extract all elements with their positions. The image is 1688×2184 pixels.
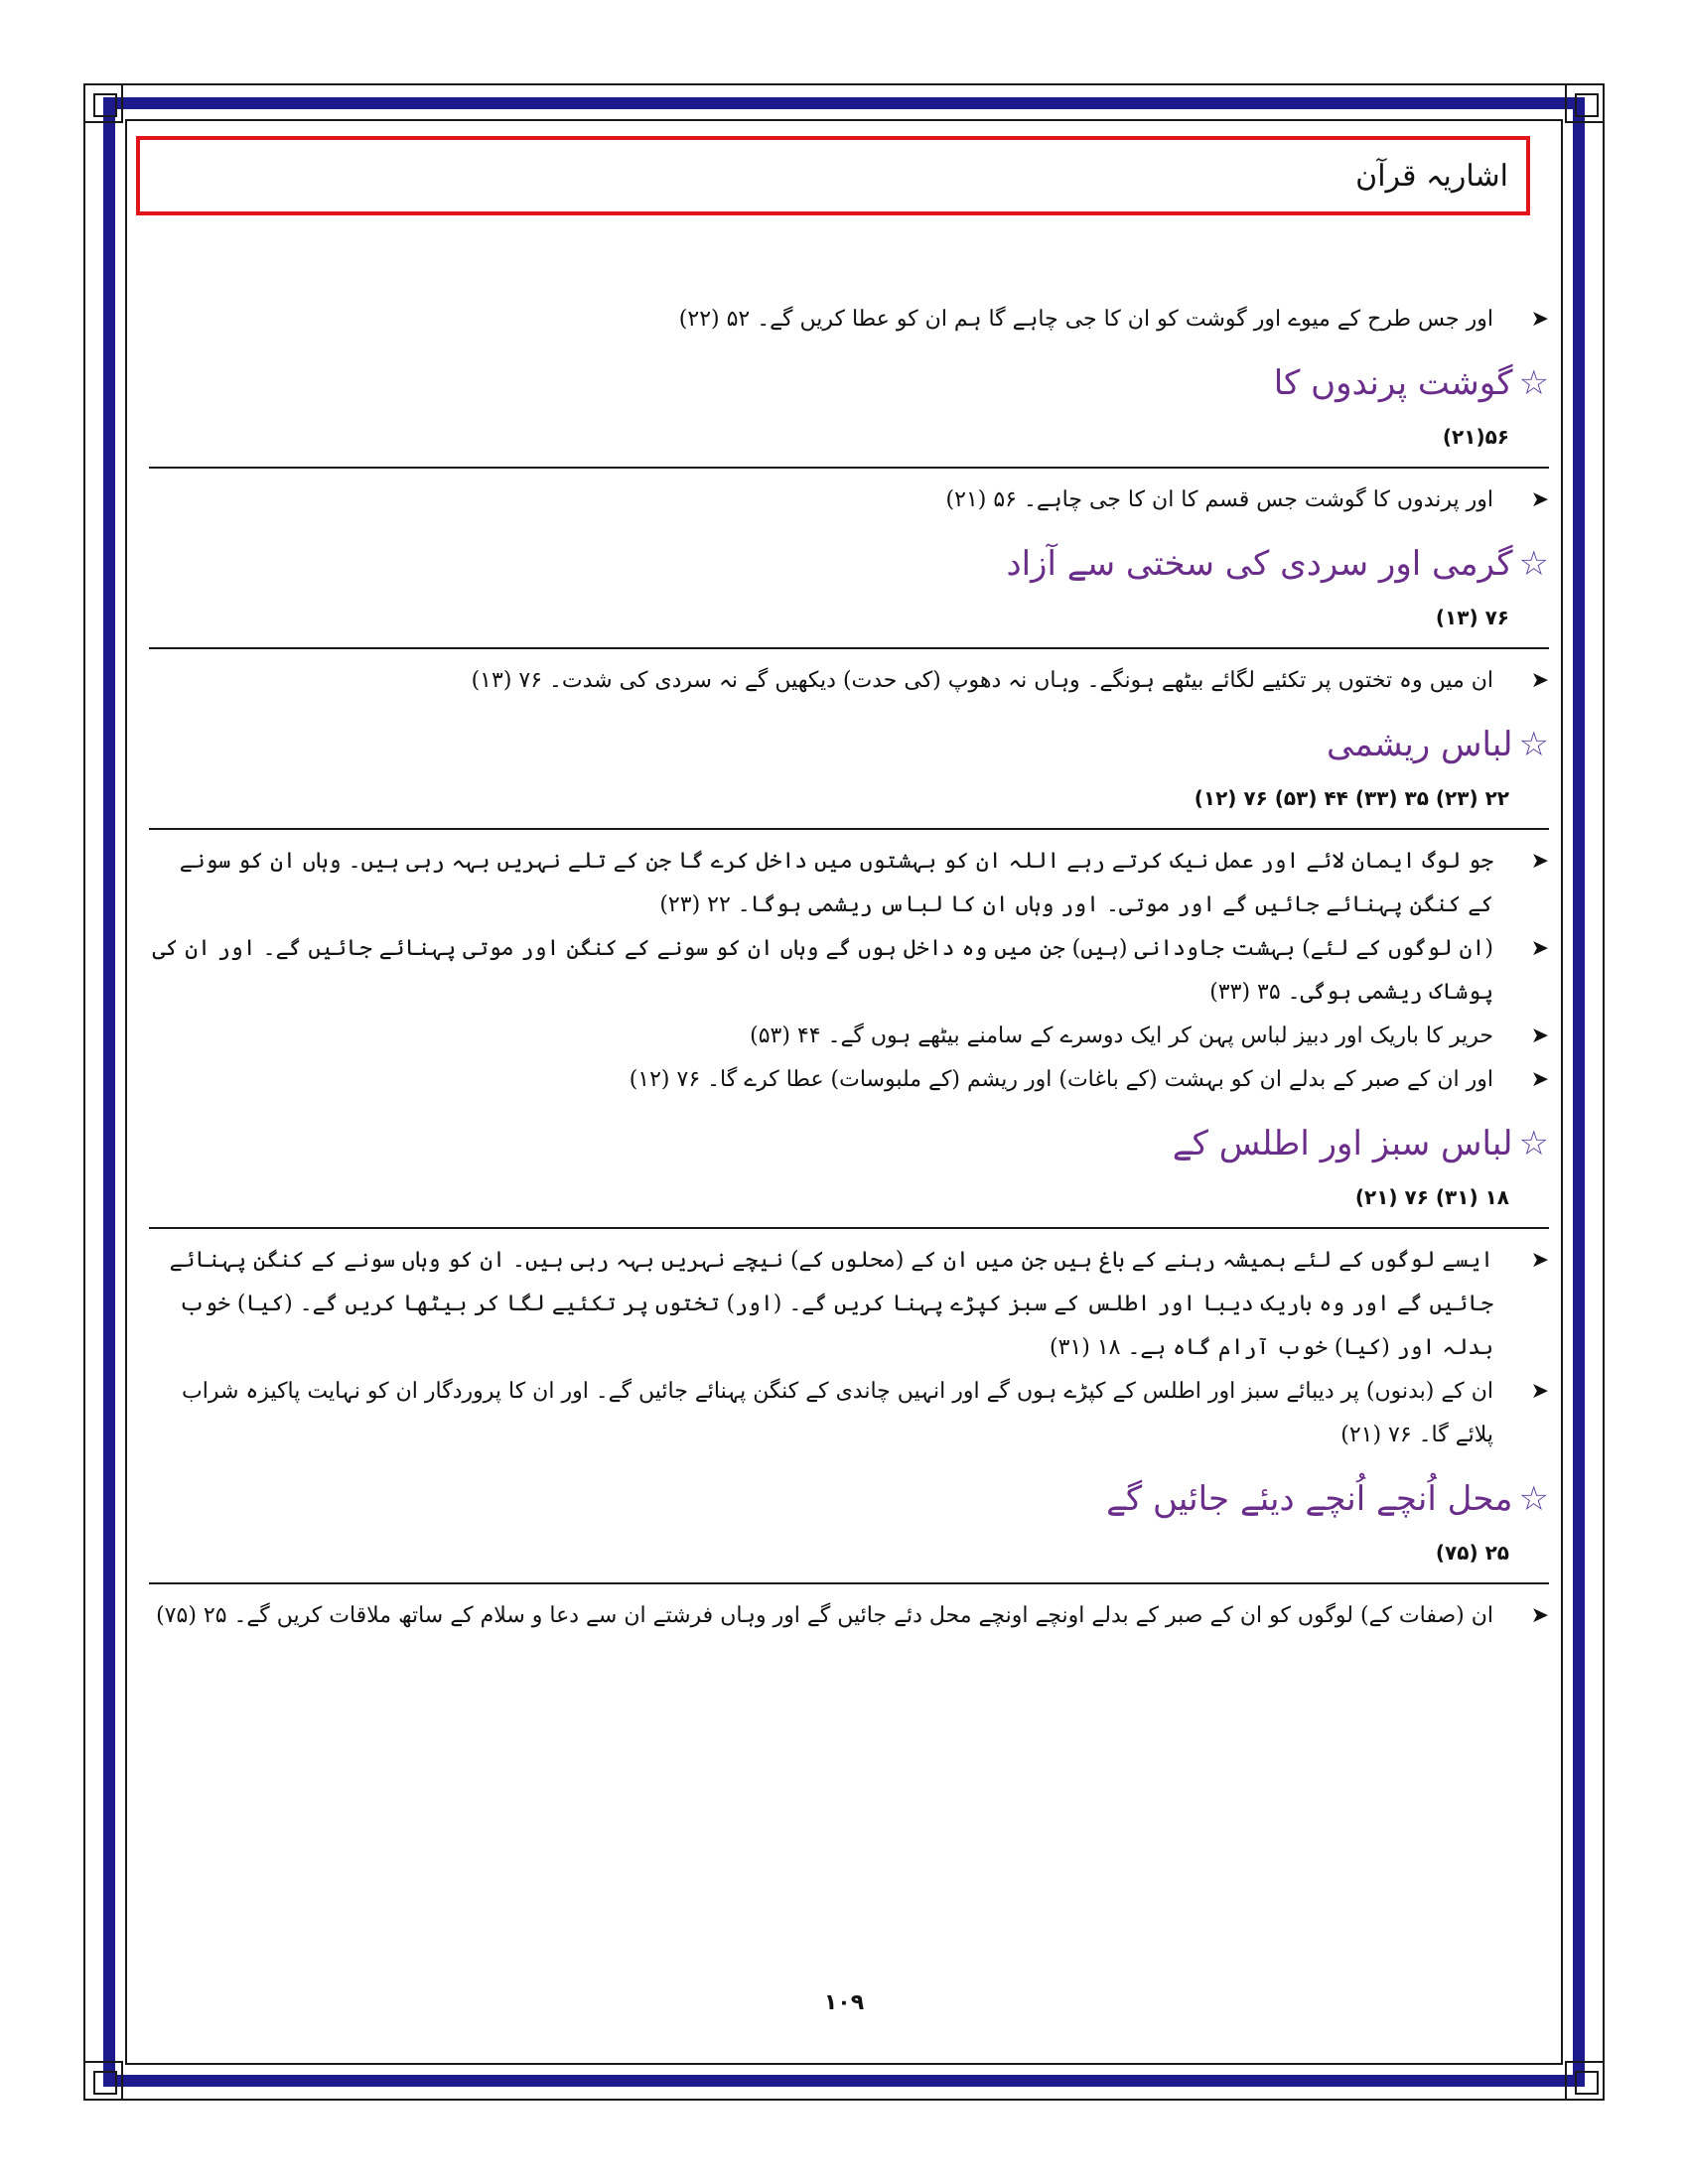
arrow-bullet-icon: ➤ bbox=[1530, 307, 1549, 332]
divider bbox=[149, 1582, 1549, 1584]
arrow-bullet-icon: ➤ bbox=[1530, 1248, 1549, 1273]
divider bbox=[149, 1227, 1549, 1229]
list-item-text: ان (صفات کے) لوگوں کو ان کے صبر کے بدلے اونچے اونچے محل دئے جائیں گے اور وہاں فرشتے ان سے دعا و سلام کے ساتھ ملاقات کریں گے۔ ۲۵ (۷۵) bbox=[156, 1603, 1493, 1628]
page-title: اشاریہ قرآن bbox=[1355, 158, 1508, 194]
divider bbox=[149, 828, 1549, 830]
frame-corner-ornament bbox=[1565, 83, 1605, 123]
list-item-text: اور پرندوں کا گوشت جس قسم کا ان کا جی چاہے۔ ۵۶ (۲۱) bbox=[945, 487, 1493, 512]
list-item-text: جو لوگ ایمان لائے اور عمل نیک کرتے رہے اللہ ان کو بہشتوں میں داخل کرے گا جن کے تلے نہریں بہہ رہی ہیں۔ وہاں ان کو سونے کے کنگن پہنائے جائیں گے اور موتی۔ اور وہاں ان کا لباس ریشمی ہوگا۔ ۲۲ (۲۳) bbox=[179, 849, 1493, 917]
star-icon: ☆ bbox=[1518, 363, 1549, 403]
section-heading bbox=[149, 357, 1549, 409]
list-item-text: اور ان کے صبر کے بدلے ان کو بہشت (کے باغات) اور ریشم (کے ملبوسات) عطا کرے گا۔ ۷۶ (۱۲) bbox=[629, 1067, 1493, 1092]
list-item bbox=[149, 840, 1549, 927]
section-heading bbox=[149, 1473, 1549, 1525]
list-item-text: (ان لوگوں کے لئے) بہشت جاودانی (ہیں) جن میں وہ داخل ہوں گے وہاں ان کو سونے کے کنگن اور موتی پہنائے جائیں گے۔ اور ان کی پوشاک ریشمی ہوگی۔ ۳۵ (۳۳) bbox=[152, 936, 1493, 1005]
arrow-bullet-icon: ➤ bbox=[1530, 1603, 1549, 1628]
list-item-text: ان کے (بدنوں) پر دیبائے سبز اور اطلس کے کپڑے ہوں گے اور انہیں چاندی کے کنگن پہنائے جائیں گے۔ اور ان کا پروردگار ان کو نہایت پاکیزہ شراب پلائے گا۔ ۷۶ (۲۱) bbox=[182, 1379, 1493, 1447]
header-box bbox=[136, 136, 1530, 215]
list-item bbox=[149, 1058, 1549, 1102]
star-icon: ☆ bbox=[1518, 1479, 1549, 1519]
arrow-bullet-icon: ➤ bbox=[1530, 1024, 1549, 1048]
section-heading-text: لباس ریشمی bbox=[1327, 725, 1513, 764]
star-icon: ☆ bbox=[1518, 725, 1549, 764]
star-icon: ☆ bbox=[1518, 1124, 1549, 1163]
section-heading bbox=[149, 719, 1549, 770]
section-references: ۲۲ (۲۳) ۳۵ (۳۳) ۴۴ (۵۳) ۷۶ (۱۲) bbox=[1194, 786, 1509, 810]
arrow-bullet-icon: ➤ bbox=[1530, 849, 1549, 874]
list-item bbox=[149, 927, 1549, 1015]
list-item bbox=[149, 659, 1549, 703]
section-references: ۱۸ (۳۱) ۷۶ (۲۱) bbox=[1354, 1185, 1509, 1209]
list-item-text: حریر کا باریک اور دبیز لباس پہن کر ایک دوسرے کے سامنے بیٹھے ہوں گے۔ ۴۴ (۵۳) bbox=[750, 1024, 1493, 1048]
section-heading-text: لباس سبز اور اطلس کے bbox=[1172, 1124, 1513, 1163]
arrow-bullet-icon: ➤ bbox=[1530, 487, 1549, 512]
list-item bbox=[149, 1594, 1549, 1638]
frame-corner-ornament bbox=[83, 83, 123, 123]
arrow-bullet-icon: ➤ bbox=[1530, 1379, 1549, 1404]
list-item-text: اور جس طرح کے میوے اور گوشت کو ان کا جی چاہے گا ہم ان کو عطا کریں گے۔ ۵۲ (۲۲) bbox=[678, 307, 1493, 332]
section-heading-text: محل اُنچے اُنچے دیئے جائیں گے bbox=[1106, 1479, 1513, 1519]
divider bbox=[149, 467, 1549, 469]
list-item bbox=[149, 1370, 1549, 1457]
star-icon: ☆ bbox=[1518, 544, 1549, 584]
section-heading-text: گرمی اور سردی کی سختی سے آزاد bbox=[1006, 544, 1513, 584]
page-number: ۱۰۹ bbox=[823, 1990, 865, 2015]
arrow-bullet-icon: ➤ bbox=[1530, 936, 1549, 961]
section-references: ۵۶(۲۱) bbox=[1442, 425, 1509, 449]
list-item-text: ایسے لوگوں کے لئے ہمیشہ رہنے کے باغ ہیں جن میں ان کے (محلوں کے) نیچے نہریں بہہ رہی ہیں۔ ان کو وہاں سونے کے کنگن پہنائے جائیں گے اور وہ باریک دیبا اور اطلس کے سبز کپڑے پہنا کریں گے۔ (اور) تختوں پر تکئیے لگا کر بیٹھا کریں گے۔ (کیا) خوب بدلہ اور (کیا) خوب آرام گاہ ہے۔ ۱۸ (۳۱) bbox=[169, 1248, 1493, 1360]
list-item bbox=[149, 478, 1549, 522]
divider bbox=[149, 647, 1549, 649]
section-heading bbox=[149, 538, 1549, 590]
section-references: ۷۶ (۱۳) bbox=[1435, 606, 1509, 629]
section-references: ۲۵ (۷۵) bbox=[1435, 1541, 1509, 1565]
list-item bbox=[149, 298, 1549, 341]
frame-corner-ornament bbox=[83, 2061, 123, 2101]
list-item-text: ان میں وہ تختوں پر تکئیے لگائے بیٹھے ہونگے۔ وہاں نہ دھوپ (کی حدت) دیکھیں گے نہ سردی کی شدت۔ ۷۶ (۱۳) bbox=[471, 668, 1493, 693]
section-heading-text: گوشت پرندوں کا bbox=[1273, 363, 1513, 403]
list-item bbox=[149, 1015, 1549, 1058]
frame-corner-ornament bbox=[1565, 2061, 1605, 2101]
section-heading bbox=[149, 1118, 1549, 1169]
arrow-bullet-icon: ➤ bbox=[1530, 1067, 1549, 1092]
content-area bbox=[149, 298, 1549, 1638]
list-item bbox=[149, 1239, 1549, 1370]
arrow-bullet-icon: ➤ bbox=[1530, 668, 1549, 693]
